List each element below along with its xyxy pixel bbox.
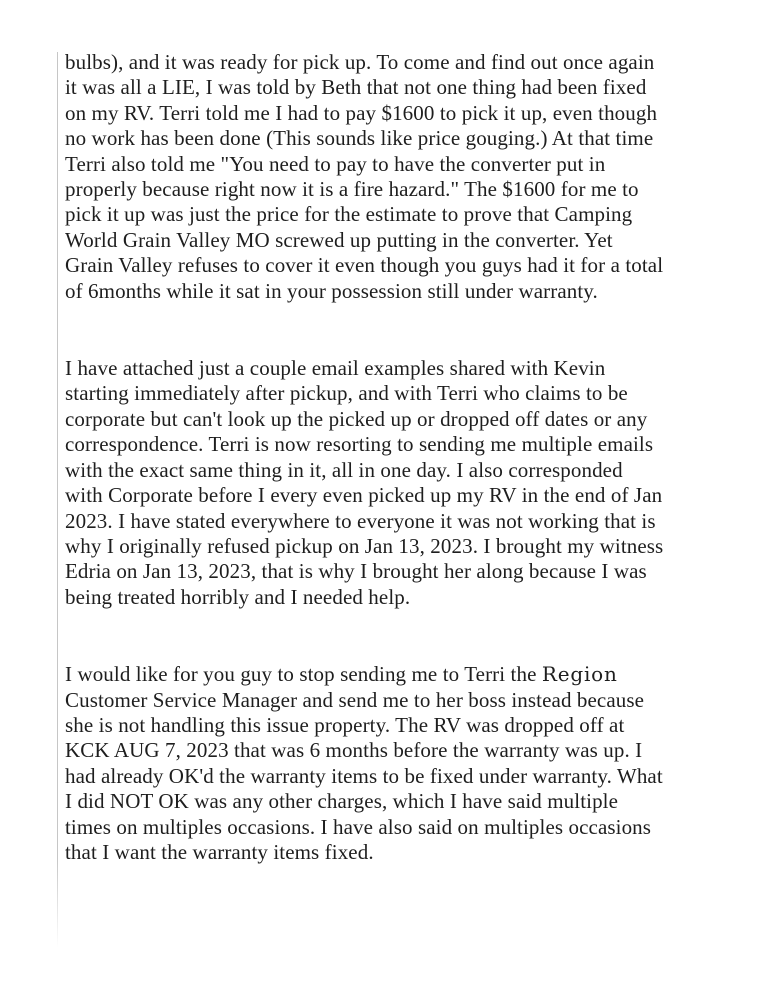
paragraph [65,356,745,610]
text-line: it was all a LIE, I was told by Beth that not one thing had been fixed [65,75,647,100]
paragraph [65,662,745,865]
text-line: correspondence. Terri is now resorting to sending me multiple emails [65,432,654,457]
text-line: 2023. I have stated everywhere to everyone it was not working that is [65,508,656,533]
text-line: KCK AUG 7, 2023 that was 6 months before the warranty was up. I [65,738,643,763]
text-line: being treated horribly and I needed help. [65,584,411,609]
text-line: Grain Valley refuses to cover it even though you guys had it for a total [65,253,664,278]
left-margin-rule [57,52,58,948]
text-line [65,662,745,687]
text-line: pick it up was just the price for the estimate to prove that Camping [65,202,633,227]
text-line: with Corporate before I every even picked up my RV in the end of Jan [65,483,663,508]
text-line: no work has been done (This sounds like price gouging.) At that time [65,126,654,151]
document-body [65,50,745,865]
text-line: Edria on Jan 13, 2023, that is why I brought her along because I was [65,559,647,584]
text-line: World Grain Valley MO screwed up putting in the converter. Yet [65,227,613,252]
text-line: on my RV. Terri told me I had to pay $1600 to pick it up, even though [65,100,658,125]
text-line: properly because right now it is a fire hazard." The $1600 for me to [65,177,639,202]
text-line: she is not handling this issue property. The RV was dropped off at [65,712,625,737]
text-line: I did NOT OK was any other charges, which I have said multiple [65,789,619,814]
text-segment-alt-font: Region [541,662,618,687]
text-line: bulbs), and it was ready for pick up. To come and find out once again [65,50,655,74]
text-line: starting immediately after pickup, and with Terri who claims to be [65,381,628,406]
text-line: times on multiples occasions. I have also said on multiples occasions [65,814,652,839]
text-line: why I originally refused pickup on Jan 13, 2023. I brought my witness [65,533,664,558]
text-line: I have attached just a couple email examples shared with Kevin [65,356,606,381]
paragraph [65,50,745,304]
text-line: corporate but can't look up the picked up or dropped off dates or any [65,406,648,431]
text-line: Terri also told me "You need to pay to have the converter put in [65,151,606,176]
text-line: of 6months while it sat in your possession still under warranty. [65,278,598,303]
text-segment: I would like for you guy to stop sending me to Terri the [65,662,542,687]
text-line: with the exact same thing in it, all in one day. I also corresponded [65,457,623,482]
text-line: Customer Service Manager and send me to her boss instead because [65,687,645,712]
text-line: that I want the warranty items fixed. [65,839,374,864]
text-line: had already OK'd the warranty items to be fixed under warranty. What [65,763,663,788]
